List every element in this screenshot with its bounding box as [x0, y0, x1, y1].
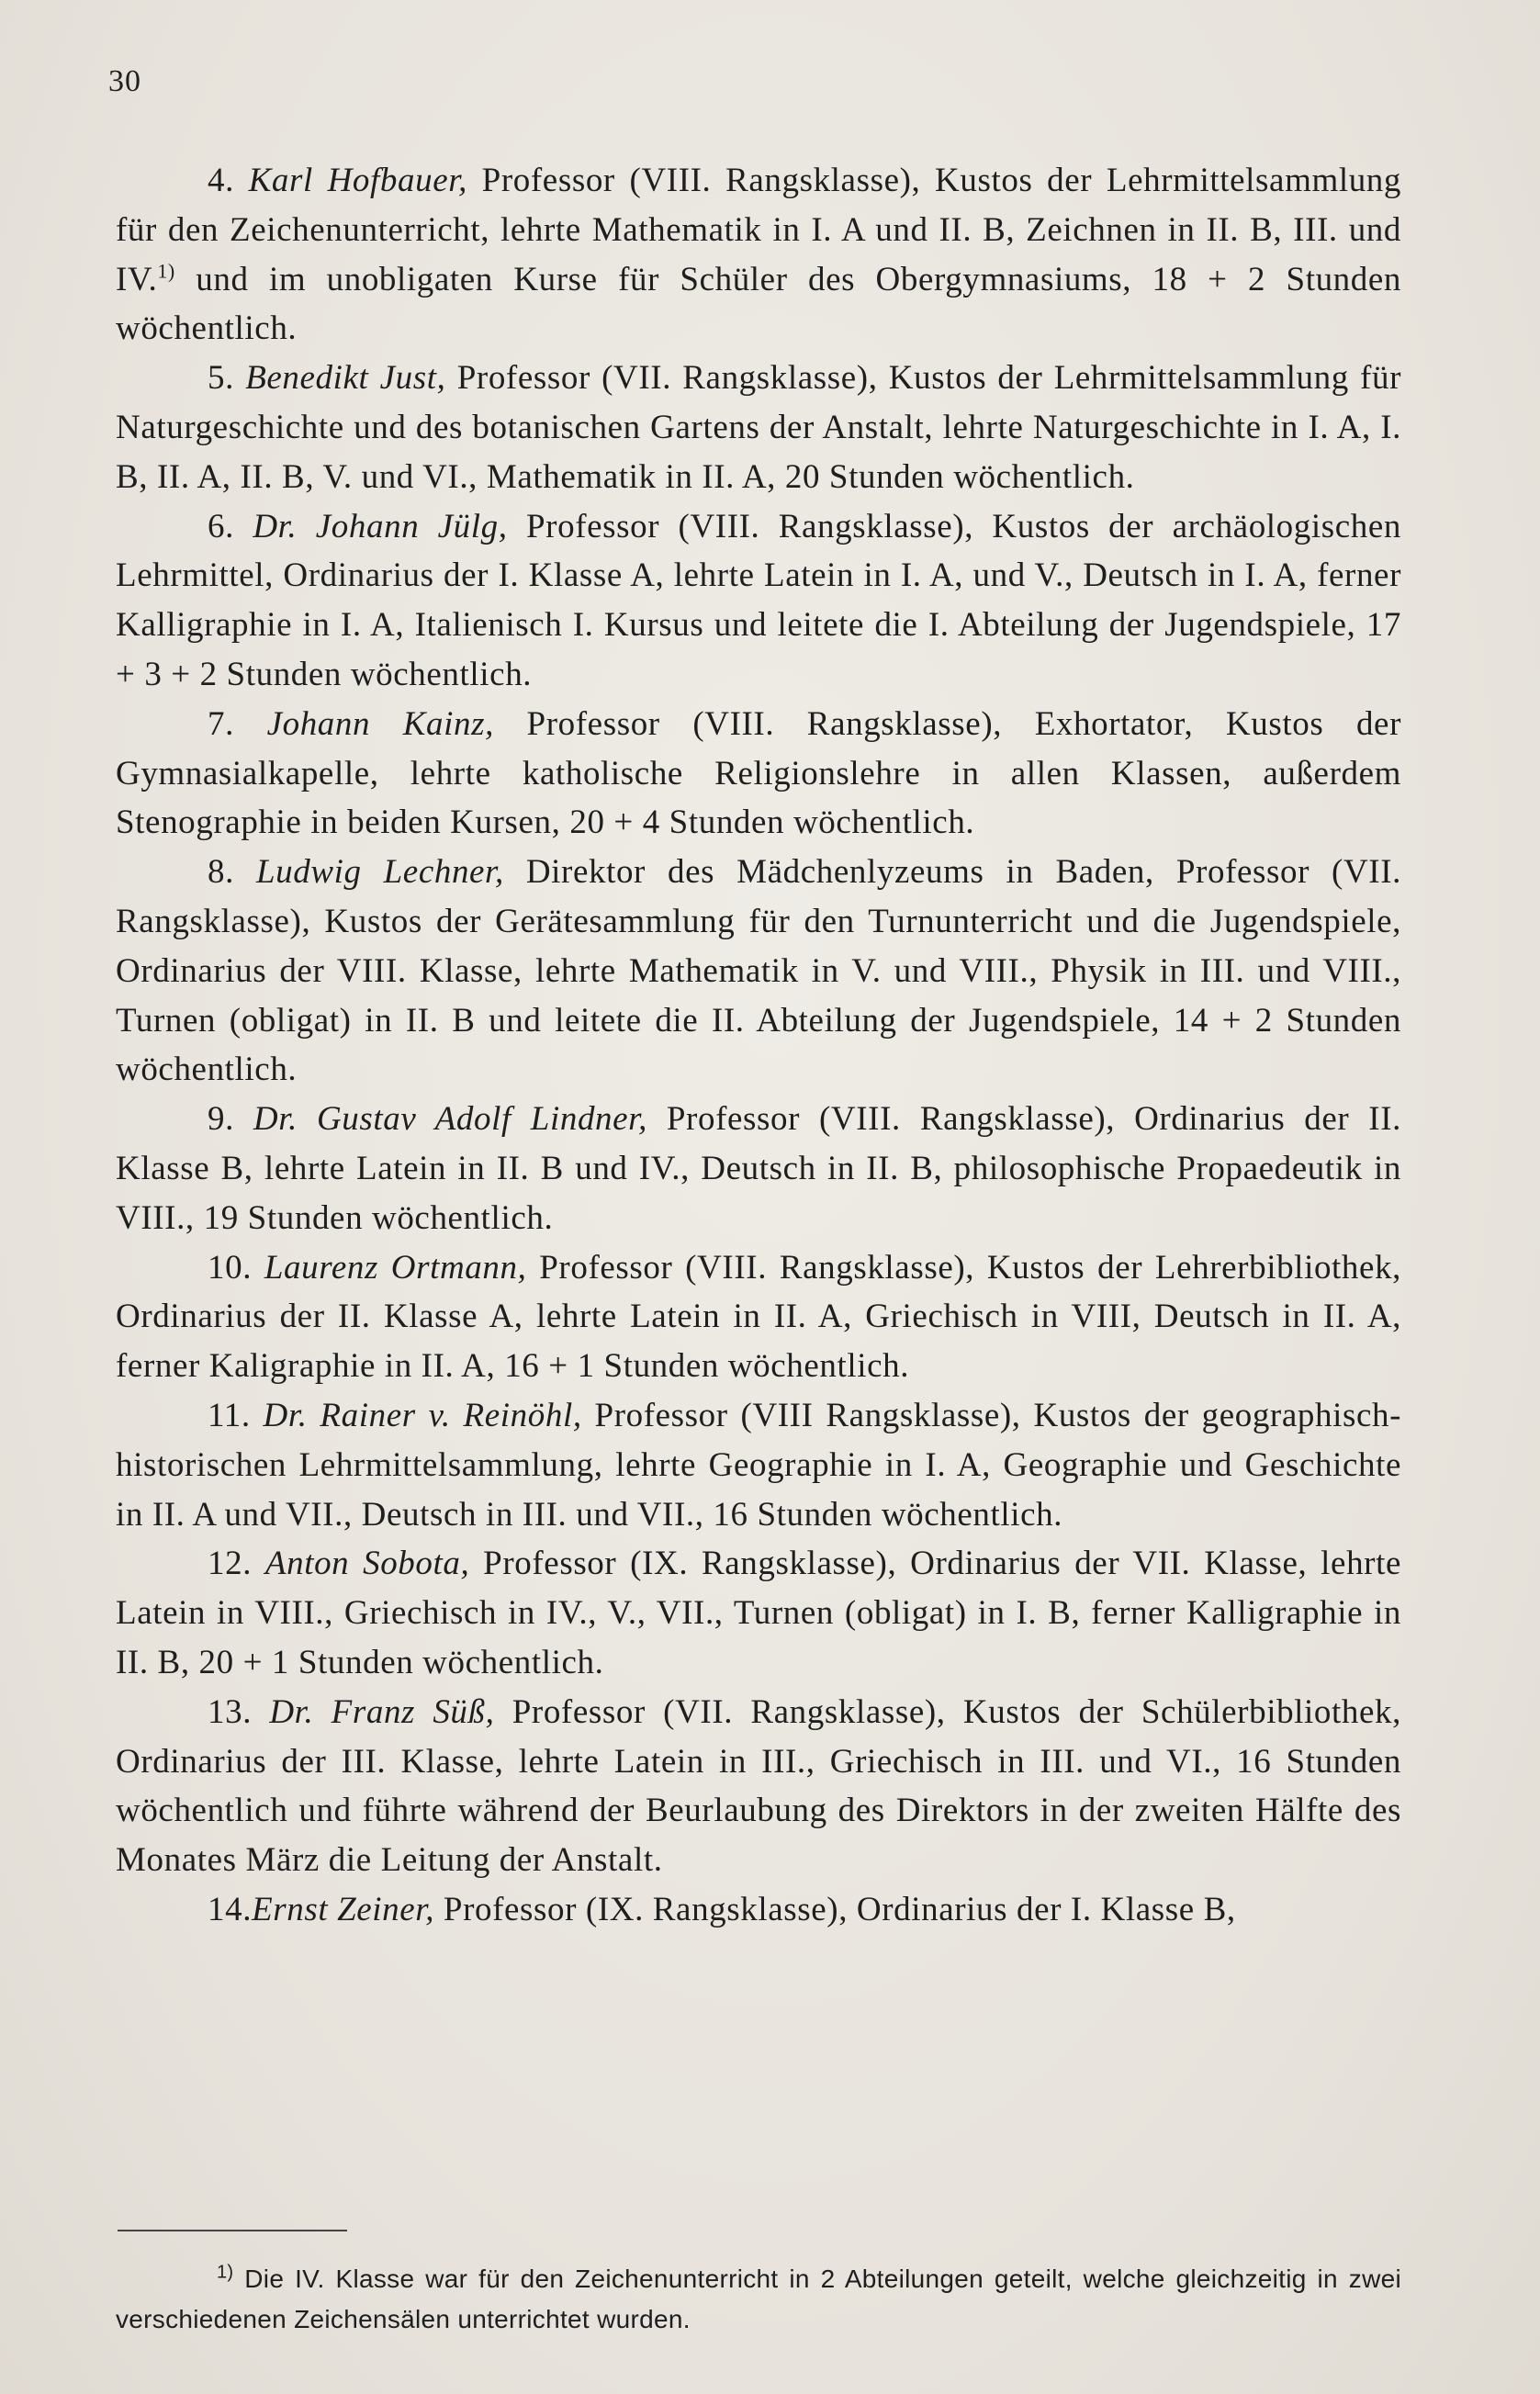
entry-text: Professor (IX. Rangsklasse), Ordinarius der VII. Klasse, lehrte Latein in VIII., Griechisch in IV., V., VII., Turnen (obligat) in I. B, ferner Kalligraphie in II. B, 20 + 1 Stunden wöchentlich. — [116, 1545, 1401, 1681]
entry-text: Professor (VIII. Rangsklasse), Kustos der Lehrmittelsammlung für den Zeichenunterricht, lehrte Mathematik in I. A und II. B, Zeichnen in II. B, III. und IV. — [116, 162, 1402, 298]
entry-number: 13. — [208, 1692, 253, 1731]
entry-text: Professor (IX. Rangsklasse), Ordinarius der I. Klasse B, — [434, 1890, 1236, 1928]
entry-number: 8. — [208, 853, 234, 892]
staff-name: Karl Hofbauer, — [248, 162, 467, 199]
footnote-reference: 1) — [157, 259, 175, 283]
staff-entry-11 — [116, 1391, 1401, 1539]
entry-text: Professor (VII. Rangsklasse), Kustos der Lehrmittelsammlung für Naturgeschichte und des botanischen Gartens der Anstalt, lehrte Naturgeschichte in I. A, I. B, II. A, II. B, V. und VI., Mathematik in II. A, 20 Stunden wöchentlich. — [116, 359, 1401, 496]
footnote-mark: 1) — [217, 2262, 234, 2283]
footnote — [116, 2259, 1401, 2340]
staff-name: Johann Kainz, — [266, 704, 494, 743]
staff-name: Laurenz Ortmann, — [264, 1248, 527, 1287]
staff-name: Dr. Gustav Adolf Lindner, — [253, 1100, 647, 1139]
footnote-divider — [118, 2230, 347, 2231]
staff-entry-12 — [116, 1539, 1401, 1687]
entry-number: 4. — [208, 162, 234, 199]
staff-entry-14 — [116, 1885, 1401, 1935]
entry-number: 6. — [208, 507, 234, 545]
entry-number: 7. — [208, 704, 234, 743]
entry-text: Professor (VIII. Rangsklasse), Kustos der archäologischen Lehrmittel, Ordinarius der I. Klasse A, lehrte Latein in I. A, und V., Deutsch in I. A, ferner Kalligraphie in I. A, Italienisch I. Kursus und leitete die I. Abteilung der Jugendspiele, 17 + 3 + 2 Stunden wöchentlich. — [116, 507, 1401, 693]
entry-text: Professor (VII. Rangsklasse), Kustos der Schülerbibliothek, Ordinarius der III. Klasse, lehrte Latein in III., Griechisch in III. und VI., 16 Stunden wöchentlich und führte während der Beurlaubung des Direktors in der zweiten Hälfte des Monates März die Leitung der Anstalt. — [116, 1692, 1401, 1880]
entry-number: 14. — [208, 1890, 253, 1928]
staff-name: Dr. Rainer v. Reinöhl, — [263, 1396, 582, 1434]
entry-text: Professor (VIII. Rangsklasse), Ordinarius der II. Klasse B, lehrte Latein in II. B und IV., Deutsch in II. B, philosophische Propaedeutik in VIII., 19 Stunden wöchentlich. — [116, 1100, 1401, 1237]
entry-number: 11. — [208, 1396, 251, 1434]
entry-number: 10. — [208, 1248, 253, 1287]
staff-entry-8 — [116, 848, 1401, 1095]
staff-entry-13 — [116, 1688, 1401, 1885]
staff-name: Ernst Zeiner, — [252, 1890, 435, 1928]
staff-name: Ludwig Lechner, — [255, 853, 504, 892]
staff-name: Dr. Franz Süß, — [269, 1692, 495, 1731]
entry-text: Professor (VIII. Rangsklasse), Exhortator, Kustos der Gymnasialkapelle, lehrte katholische Religionslehre in allen Klassen, außerdem Stenographie in beiden Kursen, 20 + 4 Stunden wöchentlich. — [116, 704, 1401, 842]
footnote-text: Die IV. Klasse war für den Zeichenunterricht in 2 Abteilungen geteilt, welche gleichzeitig in zwei verschiedenen Zeichensälen unterrichtet wurden. — [116, 2265, 1401, 2333]
staff-name: Anton Sobota, — [264, 1545, 470, 1583]
page-number: 30 — [108, 64, 141, 98]
staff-name: Benedikt Just, — [245, 359, 446, 398]
entry-text-continued: und im unobligaten Kurse für Schüler des Obergymnasiums, 18 + 2 Stunden wöchentlich. — [116, 260, 1401, 348]
staff-name: Dr. Johann Jülg, — [253, 507, 508, 545]
staff-entry-7 — [116, 700, 1401, 848]
staff-entry-4 — [116, 156, 1401, 354]
entry-number: 12. — [208, 1545, 253, 1583]
entry-number: 9. — [208, 1100, 234, 1139]
staff-entry-6 — [116, 502, 1401, 700]
staff-entry-5 — [116, 354, 1401, 501]
staff-entry-10 — [116, 1243, 1401, 1391]
entry-text: Direktor des Mädchenlyzeums in Baden, Professor (VII. Rangsklasse), Kustos der Gerätesammlung für den Turnunterricht und die Jugendspiele, Ordinarius der VIII. Klasse, lehrte Mathematik in V. und VIII., Physik in III. und VIII., Turnen (obligat) in II. B und leitete die II. Abteilung der Jugendspiele, 14 + 2 Stunden wöchentlich. — [116, 853, 1401, 1089]
staff-entry-9 — [116, 1095, 1401, 1242]
staff-list — [116, 156, 1401, 1935]
entry-text: Professor (VIII Rangsklasse), Kustos der geographisch-historischen Lehrmittelsammlung, lehrte Geographie in I. A, Geographie und Geschichte in II. A und VII., Deutsch in III. und VII., 16 Stunden wöchentlich. — [116, 1396, 1402, 1534]
entry-number: 5. — [208, 359, 234, 398]
entry-text: Professor (VIII. Rangsklasse), Kustos der Lehrerbibliothek, Ordinarius der II. Klasse A, lehrte Latein in II. A, Griechisch in VIII, Deutsch in II. A, ferner Kaligraphie in II. A, 16 + 1 Stunden wöchentlich. — [116, 1248, 1401, 1386]
